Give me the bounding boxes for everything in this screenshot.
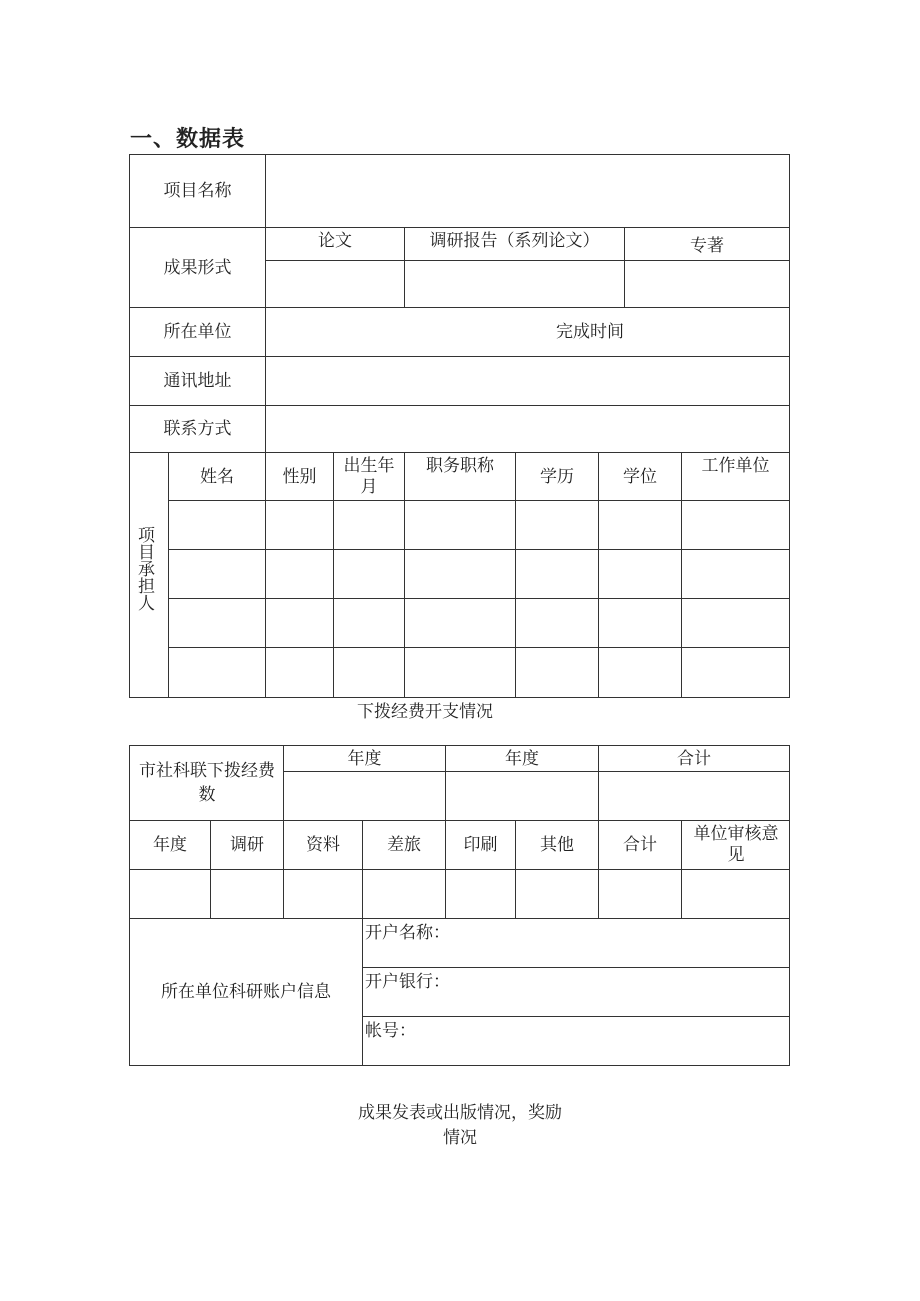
result-form-paper: 论文 bbox=[318, 231, 352, 251]
unit-label: 所在单位 bbox=[163, 322, 232, 342]
header-education: 学历 bbox=[540, 466, 574, 487]
header-degree: 学位 bbox=[623, 466, 657, 487]
address-field[interactable] bbox=[266, 357, 789, 405]
year1-label: 年度 bbox=[347, 748, 382, 769]
total-label: 合计 bbox=[677, 748, 711, 769]
allocated-funds-label: 市社科联下拨经费数 bbox=[139, 761, 275, 805]
address-label: 通讯地址 bbox=[163, 371, 232, 391]
expense-research-header: 调研 bbox=[230, 835, 264, 855]
contact-field[interactable] bbox=[266, 406, 789, 452]
account-number-label: 帐号： bbox=[365, 1021, 416, 1041]
contact-label: 联系方式 bbox=[163, 419, 232, 439]
result-form-report-field[interactable] bbox=[405, 261, 624, 307]
year2-label: 年度 bbox=[505, 748, 539, 769]
header-birth: 出生年月 bbox=[343, 456, 395, 497]
account-info-label: 所在单位科研账户信息 bbox=[161, 982, 331, 1002]
completion-time-label: 完成时间 bbox=[556, 322, 624, 342]
undertaker-label: 项目承担人 bbox=[134, 526, 154, 611]
result-form-label: 成果形式 bbox=[163, 257, 232, 278]
header-name: 姓名 bbox=[200, 466, 234, 487]
expense-other-header: 其他 bbox=[540, 835, 574, 855]
account-name-label: 开户名称： bbox=[365, 923, 450, 943]
publication-caption-line2: 情况 bbox=[443, 1128, 477, 1148]
expense-total-header: 合计 bbox=[623, 835, 657, 855]
expense-year-header: 年度 bbox=[153, 835, 187, 855]
expense-materials-header: 资料 bbox=[306, 835, 340, 855]
section-heading: 一、数据表 bbox=[130, 127, 246, 152]
header-workplace: 工作单位 bbox=[701, 456, 770, 476]
funds-caption: 下拨经费开支情况 bbox=[357, 702, 493, 722]
expense-review-header: 单位审核意见 bbox=[693, 824, 779, 865]
result-form-paper-field[interactable] bbox=[266, 261, 404, 307]
publication-caption-line1: 成果发表或出版情况，奖励 bbox=[358, 1103, 562, 1123]
expense-travel-header: 差旅 bbox=[387, 835, 421, 855]
result-form-monograph-field[interactable] bbox=[625, 261, 789, 307]
result-form-report: 调研报告（系列论文） bbox=[429, 231, 600, 251]
result-form-monograph: 专著 bbox=[690, 236, 724, 256]
header-title: 职务职称 bbox=[426, 456, 494, 476]
bank-label: 开户银行： bbox=[365, 972, 450, 992]
project-name-field[interactable] bbox=[266, 155, 789, 227]
header-gender: 性别 bbox=[282, 466, 317, 487]
project-name-label: 项目名称 bbox=[163, 181, 232, 201]
expense-printing-header: 印刷 bbox=[463, 835, 498, 855]
